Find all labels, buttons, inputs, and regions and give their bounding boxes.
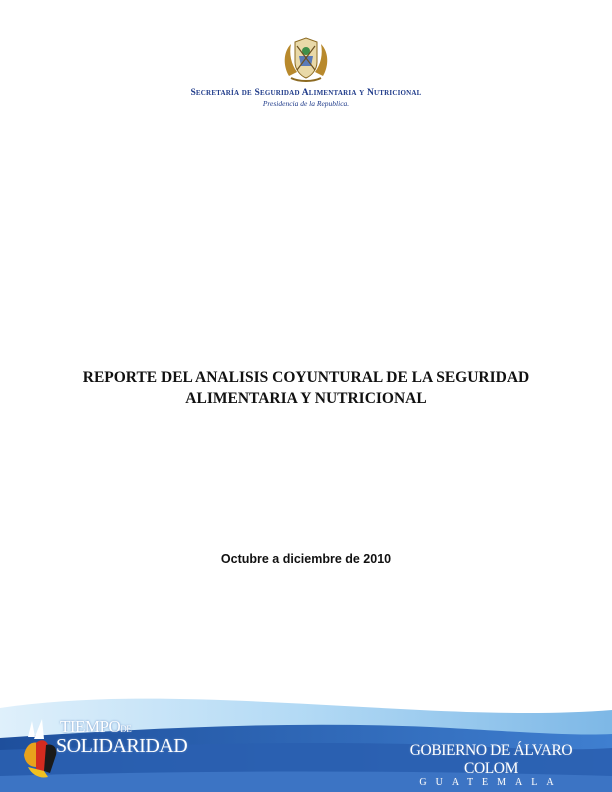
header [0, 36, 612, 108]
report-title [40, 367, 572, 409]
organization-name: Secretaría de Seguridad Alimentaria y Nutricional [190, 88, 422, 98]
brand-word-solidaridad: SOLIDARIDAD [56, 735, 188, 757]
government-brand [386, 742, 596, 788]
government-name: GOBIERNO DE ÁLVARO COLOM [409, 742, 573, 777]
government-country: GUATEMALA [419, 777, 563, 788]
report-period: Octubre a diciembre de 2010 [220, 552, 392, 566]
brand-word-tiempo-text: TIEMPO [60, 717, 121, 736]
organization-subtitle: Presidencia de la Republica. [262, 99, 350, 108]
tiempo-de-solidaridad-logo [22, 715, 192, 785]
report-title-line-2: ALIMENTARIA Y NUTRICIONAL [185, 390, 427, 407]
brand-word-de-text: DE [120, 724, 132, 734]
brand-word-tiempo [60, 717, 131, 737]
report-title-line-1: REPORTE DEL ANALISIS COYUNTURAL DE LA SEGURIDAD [82, 369, 530, 386]
guatemala-coat-of-arms-icon [281, 36, 331, 82]
